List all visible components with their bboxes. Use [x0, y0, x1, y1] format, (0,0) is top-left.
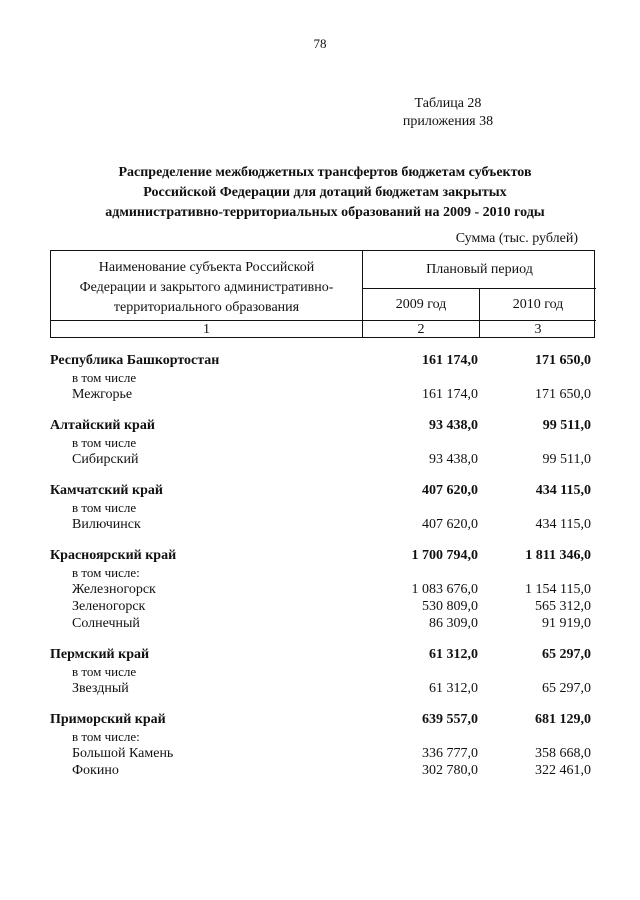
- value-2009: 161 174,0: [422, 353, 478, 368]
- zato-name: Сибирский: [72, 452, 139, 467]
- value-2009: 93 438,0: [429, 452, 478, 467]
- header-name-line: Федерации и закрытого административно-: [79, 280, 334, 295]
- title-line: административно-территориальных образований на 2009 - 2010 годы: [105, 205, 545, 220]
- zato-name: Фокино: [72, 763, 119, 778]
- value-2010: 99 511,0: [542, 452, 591, 467]
- region-group: [50, 711, 595, 779]
- value-2010: 322 461,0: [535, 763, 591, 778]
- value-2010: 1 154 115,0: [525, 582, 591, 597]
- table-body: [50, 352, 595, 793]
- value-2009: 302 780,0: [422, 763, 478, 778]
- subtotal-note: в том числе: [72, 500, 137, 515]
- subtotal-note-row: [50, 564, 595, 581]
- table-reference: Таблица 28: [414, 96, 482, 111]
- region-name: Камчатский край: [50, 483, 163, 498]
- value-2009: 61 312,0: [429, 681, 478, 696]
- zato-row: [50, 581, 595, 598]
- region-row: [50, 352, 595, 369]
- column-number-2: 2: [363, 321, 480, 338]
- title-line: Российской Федерации для дотаций бюджетам закрытых: [143, 185, 507, 200]
- value-2009: 86 309,0: [429, 616, 478, 631]
- value-2009: 639 557,0: [422, 712, 478, 727]
- value-2009: 93 438,0: [429, 418, 478, 433]
- subtotal-note-row: [50, 434, 595, 451]
- region-name: Алтайский край: [50, 418, 155, 433]
- subtotal-note-row: [50, 499, 595, 516]
- zato-name: Железногорск: [72, 582, 156, 597]
- page-number: 78: [313, 36, 327, 51]
- value-2009: 1 700 794,0: [411, 548, 478, 563]
- zato-name: Вилючинск: [72, 517, 141, 532]
- value-2009: 161 174,0: [422, 387, 478, 402]
- value-2010: 65 297,0: [542, 647, 591, 662]
- value-2010: 99 511,0: [542, 418, 591, 433]
- region-row: [50, 547, 595, 564]
- subtotal-note-row: [50, 728, 595, 745]
- zato-row: [50, 615, 595, 632]
- header-period: Плановый период: [363, 251, 596, 289]
- value-2010: 65 297,0: [542, 681, 591, 696]
- region-name: Республика Башкортостан: [50, 353, 220, 368]
- region-group: [50, 646, 595, 697]
- header-name-line: Наименование субъекта Российской: [98, 260, 315, 275]
- zato-row: [50, 451, 595, 468]
- zato-name: Зеленогорск: [72, 599, 146, 614]
- value-2010: 171 650,0: [535, 387, 591, 402]
- region-name: Приморский край: [50, 712, 166, 727]
- region-group: [50, 417, 595, 468]
- value-2009: 530 809,0: [422, 599, 478, 614]
- zato-row: [50, 762, 595, 779]
- document-title: [60, 163, 590, 223]
- zato-name: Большой Камень: [72, 746, 174, 761]
- subtotal-note-row: [50, 663, 595, 680]
- region-name: Красноярский край: [50, 548, 177, 563]
- value-2009: 407 620,0: [422, 517, 478, 532]
- header-name-line: территориального образования: [113, 300, 300, 315]
- column-number-3: 3: [534, 322, 542, 337]
- header-year-2010: 2010 год: [480, 289, 596, 321]
- value-2010: 434 115,0: [535, 517, 591, 532]
- zato-name: Звездный: [72, 681, 129, 696]
- region-row: [50, 646, 595, 663]
- appendix-reference: приложения 38: [402, 114, 494, 129]
- value-2010: 91 919,0: [542, 616, 591, 631]
- column-number-1: 1: [51, 321, 363, 338]
- region-group: [50, 482, 595, 533]
- value-2010: 434 115,0: [535, 483, 591, 498]
- subtotal-note: в том числе: [72, 370, 137, 385]
- zato-row: [50, 598, 595, 615]
- header-year-2009: 2009 год: [363, 289, 480, 321]
- value-2009: 407 620,0: [422, 483, 478, 498]
- region-name: Пермский край: [50, 647, 150, 662]
- region-group: [50, 352, 595, 403]
- region-row: [50, 711, 595, 728]
- value-2010: 171 650,0: [535, 353, 591, 368]
- zato-row: [50, 516, 595, 533]
- table-header: [50, 250, 595, 338]
- subtotal-note: в том числе:: [72, 729, 140, 744]
- title-line: Распределение межбюджетных трансфертов бюджетам субъектов: [118, 165, 532, 180]
- zato-row: [50, 680, 595, 697]
- value-2010: 565 312,0: [535, 599, 591, 614]
- value-2010: 1 811 346,0: [525, 548, 591, 563]
- value-2010: 681 129,0: [535, 712, 591, 727]
- region-row: [50, 417, 595, 434]
- subtotal-note-row: [50, 369, 595, 386]
- zato-name: Межгорье: [72, 387, 133, 402]
- value-2010: 358 668,0: [535, 746, 591, 761]
- region-group: [50, 547, 595, 632]
- zato-row: [50, 386, 595, 403]
- subtotal-note: в том числе: [72, 435, 137, 450]
- zato-name: Солнечный: [72, 616, 140, 631]
- value-2009: 1 083 676,0: [411, 582, 478, 597]
- region-row: [50, 482, 595, 499]
- subtotal-note: в том числе:: [72, 565, 140, 580]
- units-label: Сумма (тыс. рублей): [455, 231, 578, 246]
- value-2009: 336 777,0: [422, 746, 478, 761]
- subtotal-note: в том числе: [72, 664, 137, 679]
- value-2009: 61 312,0: [429, 647, 478, 662]
- zato-row: [50, 745, 595, 762]
- header-name-column: [51, 251, 363, 321]
